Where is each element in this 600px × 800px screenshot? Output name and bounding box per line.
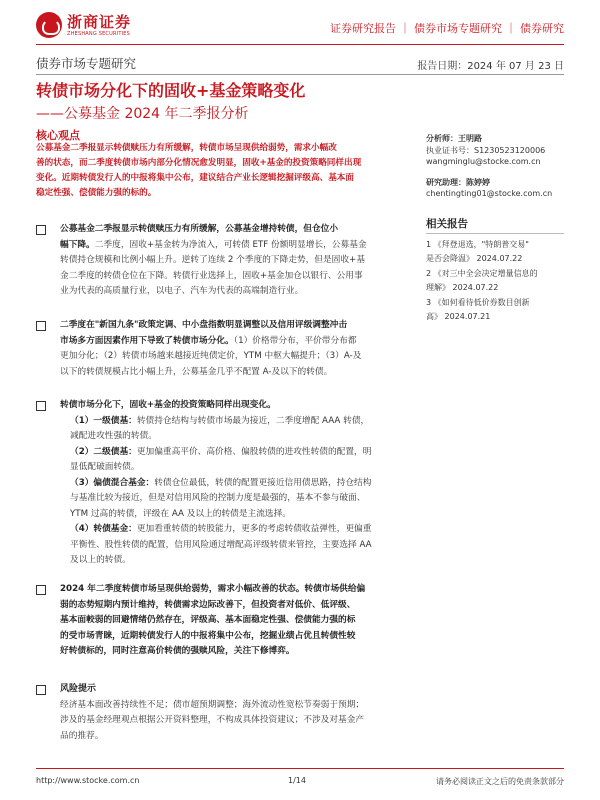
footer-disclaimer: 请务必阅读正文之后的免责条款部分 [436,777,564,786]
section-line: 更加分化；（2）转债市场越来越接近纯债定价，YTM 中枢大幅提升；（3）A-及 [60,351,362,361]
section-line: 与基准比较为接近，但是对信用风险的控制力度是最强的，基本不参与破面、 [70,493,366,503]
section-line: 减配进攻性强的转债。 [70,431,157,441]
section-line: 以下的转债规模占比小幅上升，公募基金几乎不配置 A-及以下的转债。 [60,366,333,377]
section-line: 更加看重转债的转股能力，更多的考虑转债收益弹性，更偏重 [136,524,372,534]
footer-divider [36,768,564,769]
core-view-label: 核心观点 [36,129,80,142]
section-line: 转债市场分化下，固收+基金的投资策略同样出现变化。 [60,400,276,410]
checkbox-bullet-icon [36,225,46,235]
section-fund-strategies [36,398,564,569]
analyst-cert: 执业证书号：S1230523120006 [426,145,546,155]
section-line: 二季度，固收+基金转为净流入，可转债 ETF 份额明显增长，公募基金 [94,239,367,250]
company-logo [36,12,131,38]
checkbox-bullet-icon [36,321,46,331]
related-report-item[interactable]: 3 《如何看待低价券数目创新 [426,297,530,307]
section-fund-holdings [36,222,564,300]
header-report-type: 证券研究报告 ｜ 债券市场专题研究 ｜ 债券研究 [330,22,564,35]
section-line: 基本面較弱的回避情绪仍然存在，评级高、基本面稳定性强、偿债能力强的标 [60,615,356,625]
report-header [36,12,564,44]
section-line: 的受市场青睐，近期转债发行人的中报将集中公布，挖掘业绩占优且转债性较 [60,630,356,641]
strategy-label: （3）偏债混合基金： [70,477,155,488]
section-line: 转债持仓规模和比例小幅上升。逆转了连续 2 个季度的下降走势，但是固收+基 [60,255,366,265]
logo-name-en: ZHESHANG SECURITIES [67,30,130,37]
core-line: 稳定性强、偿债能力强的标的。 [36,188,157,198]
section-line: 显低配破面转债。 [70,462,140,472]
section-line: 更加偏重高平价、高价格、偏股转债的进攻性转债的配置，明 [136,446,372,457]
related-report-item[interactable]: 高》 2024.07.21 [426,312,491,321]
header-divider [36,44,564,45]
assistant-email[interactable]: chentingting01@stocke.com.cn [426,189,553,198]
related-report-item[interactable]: 2 《对三中全会决定增量信息的 [426,268,538,278]
core-view-text [36,141,414,201]
section-line: 经济基本面改善持续性不足；债市超预期调整；海外流动性宽松节奏弱于预期； [60,699,365,710]
assistant-name: 研究助理：陈婷婷 [426,177,490,187]
section-line: 二季度在"新国九条"政策定调、中小盘指数明显调整以及信用评级调整冲击 [60,320,348,330]
section-line: 品的推荐。 [60,730,104,741]
section-line: 2024 年二季度转债市场呈现供给弱势，需求小幅改善的状态。转债市场供给偏 [60,584,366,594]
section-market-divergence [36,318,564,380]
strategy-label: （4）转债基金： [70,524,137,534]
section-line: （1）价格带分布，平价带分布都 [233,335,357,346]
core-line: 善的状态，而二季度转债市场内部分化情况愈发明显，固收+基金的投资策略同样出现 [36,158,362,168]
section-line: 转债持仓结构与转债市场最为接近，二季度增配 AAA 转债， [136,415,370,426]
checkbox-bullet-icon [36,401,46,411]
strategy-label: （2）二级债基： [70,446,137,457]
section-lead: 市场多方面因素作用下导致了转债市场分化。 [60,335,234,346]
core-line: 公募基金二季报显示转债赎压力有所缓解，转债市场呈现供给弱势，需求小幅改 [36,143,337,153]
logo-name-cn: 浙商证券 [67,12,132,31]
section-line: 及以上的转债。 [70,555,131,565]
section-risk [36,682,564,744]
related-report-item[interactable]: 理解》 2024.07.22 [426,283,499,292]
section-lead: 幅下降。 [60,239,95,250]
section-line: 公募基金二季报显示转债赎压力有所缓解，公募基金增持转债，但仓位小 [60,224,338,234]
report-category: 债券市场专题研究 [36,56,137,71]
section-line: YTM 过高的转债，评级在 AA 及以上的转债是主流选择。 [70,508,291,519]
category-divider [36,74,564,75]
section-line: 弱的态势短期内预计维持，转债需求边际改善下，但投资者对低价、低评级、 [60,599,356,610]
analyst-name: 分析师：王明路 [426,134,482,143]
related-reports-title: 相关报告 [426,216,564,234]
checkbox-bullet-icon [36,585,46,595]
section-line: 业为代表的高质量行业，以电子、汽车为代表的高端制造行业。 [60,286,304,296]
section-line: 转债仓位最低，转债的配置更接近信用债思路，持仓结构 [154,477,372,488]
core-line: 变化。近期转债发行人的中报将集中公布，建议结合产业长逻辑挖掘评级高、基本面 [36,173,354,183]
strategy-label: （1）一级债基： [70,415,137,426]
related-report-item[interactable]: 1 《拜登退选，"特朗普交易" [426,239,529,249]
report-subtitle: ——公募基金 2024 年二季报分析 [36,106,249,122]
report-title: 转债市场分化下的固收+基金策略变化 [36,81,306,100]
footer-url[interactable]: http://www.stocke.com.cn [36,776,140,785]
risk-title: 风险提示 [60,684,97,694]
section-line: 平衡性、股性转债的配置，信用风险通过增配高评级转债来管控，主要选择 AA [70,539,372,550]
logo-icon [36,12,62,38]
page-number: 1/14 [288,776,306,785]
section-line: 涉及的基金经理观点根据公开资料整理，不构成具体投资建议；不涉及对基金产 [60,715,365,725]
analyst-email[interactable]: wangminglu@stocke.com.cn [426,157,541,166]
report-date: 报告日期：2024 年 07 月 23 日 [417,61,564,72]
related-report-item[interactable]: 是否会降温》 2024.07.22 [426,254,523,263]
checkbox-bullet-icon [36,685,46,695]
section-line: 好转债标的，同时注意高价转债的强赎风险，关注下修博弈。 [60,646,295,656]
section-line: 金二季度的转债仓位在下降。转债行业选择上，固收+基金加仓以银行、公用事 [60,270,363,281]
section-outlook [36,582,564,660]
